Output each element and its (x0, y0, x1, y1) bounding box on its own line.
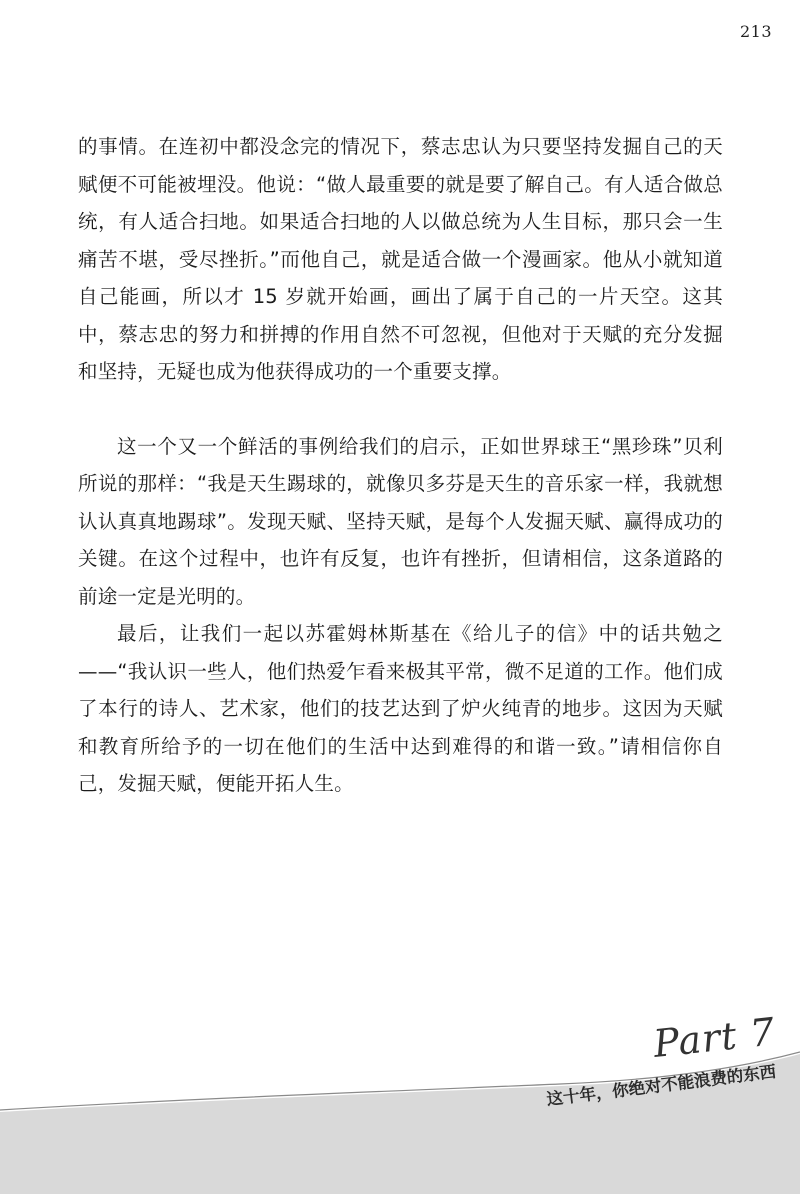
part-subtitle: 这十年，你绝对不能浪费的东西 (545, 1061, 778, 1110)
page-number: 213 (739, 22, 772, 41)
paragraph-spacer (78, 391, 723, 428)
paragraph-enlightenment: 这一个又一个鲜活的事例给我们的启示，正如世界球王“黑珍珠”贝利所说的那样：“我是天生踢球的，就像贝多芬是天生的音乐家一样，我就想认认真真地踢球”。发现天赋、坚持天赋，是每个人发掘天赋、赢得成功的关键。在这个过程中，也许有反复，也许有挫折，但请相信，这条道路的前途一定是光明的。 (78, 434, 723, 608)
body-text (78, 128, 723, 803)
paragraph-continuation: 的事情。在连初中都没念完的情况下，蔡志忠认为只要坚持发掘自己的天赋便不可能被埋没。他说：“做人最重要的就是要了解自己。有人适合做总统，有人适合扫地。如果适合扫地的人以做总统为人生目标，那只会一生痛苦不堪，受尽挫折。”而他自己，就是适合做一个漫画家。他从小就知道自己能画，所以才 15 岁就开始画，画出了属于自己的一片天空。这其中，蔡志忠的努力和拼搏的作用自然不可忽视，但他对于天赋的充分发掘和坚持，无疑也成为他获得成功的一个重要支撑。 (78, 135, 723, 383)
part-label: Part 7 (651, 1009, 778, 1066)
paragraph-conclusion: 最后，让我们一起以苏霍姆林斯基在《给儿子的信》中的话共勉之——“我认识一些人，他们热爱乍看来极其平常，微不足道的工作。他们成了本行的诗人、艺术家，他们的技艺达到了炉火纯青的地步。这因为天赋和教育所给予的一切在他们的生活中达到难得的和谐一致。”请相信你自己，发掘天赋，便能开拓人生。 (78, 622, 723, 795)
